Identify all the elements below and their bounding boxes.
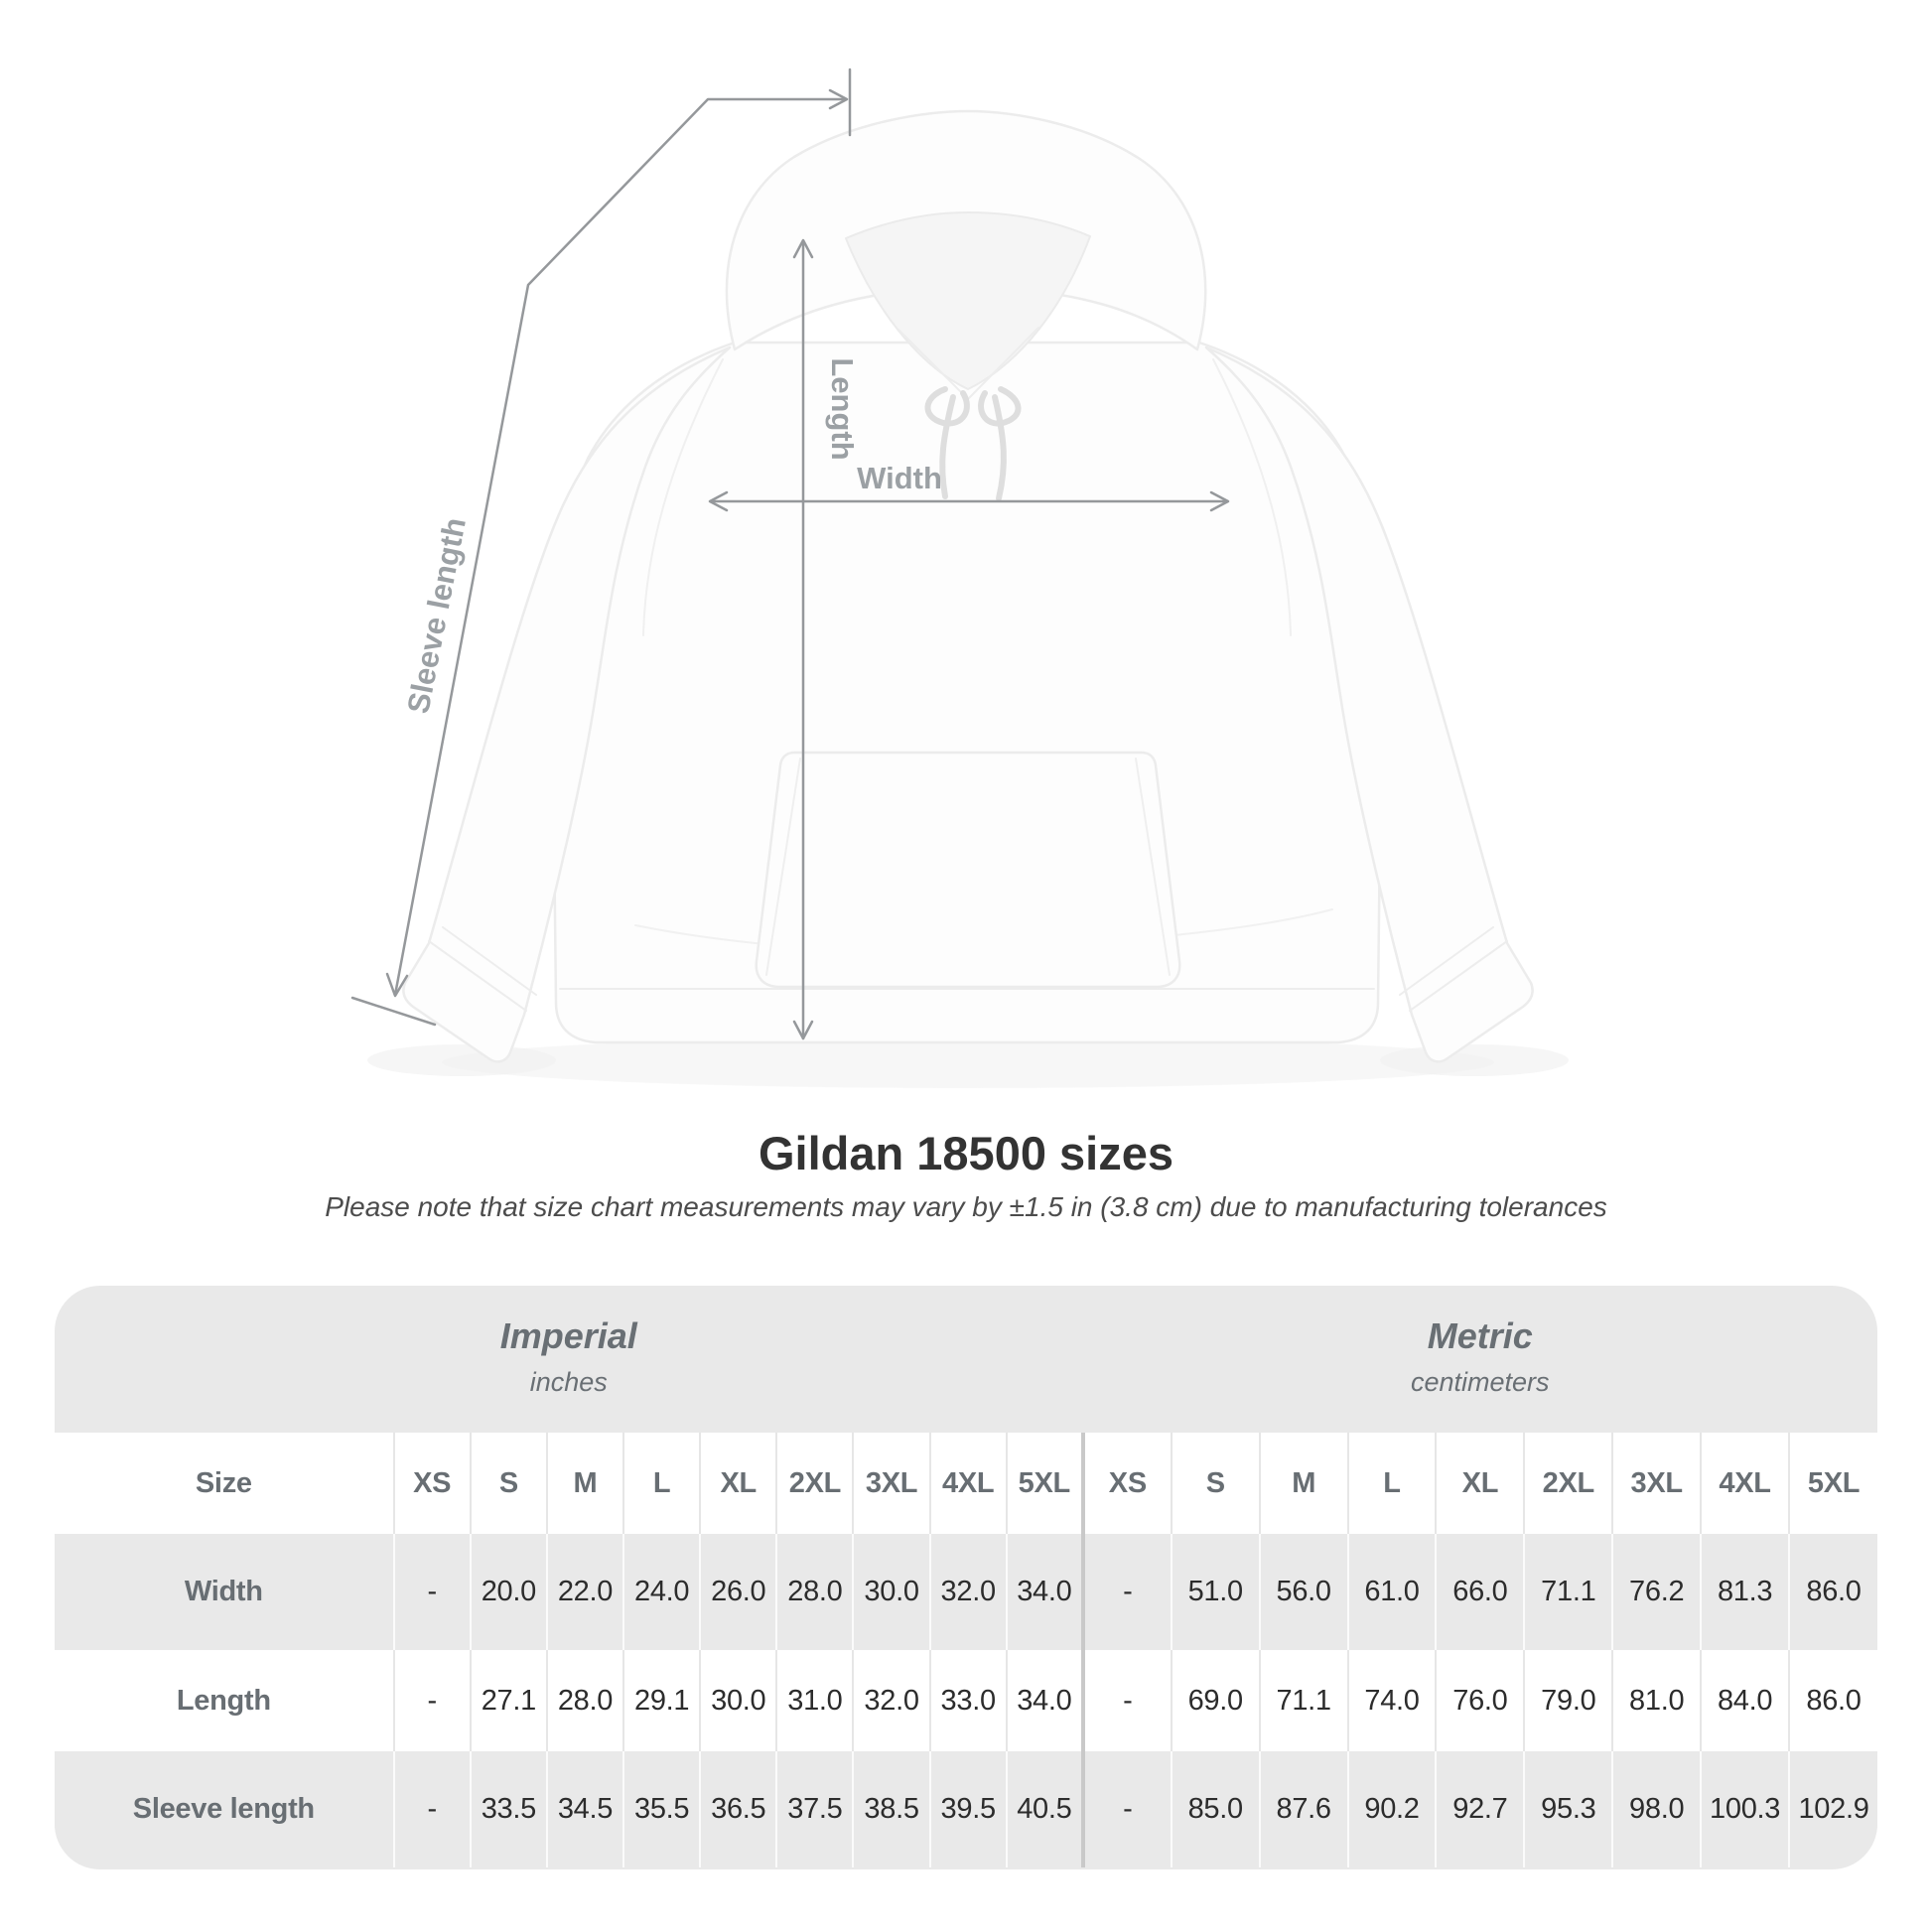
measurement-cell-metric: 76.2 — [1612, 1534, 1701, 1650]
imperial-unit: inches — [529, 1367, 608, 1397]
size-header-metric: 3XL — [1612, 1433, 1701, 1534]
size-header-imperial: S — [471, 1433, 547, 1534]
measurement-cell-imperial: 38.5 — [853, 1751, 929, 1867]
metric-unit: centimeters — [1410, 1367, 1550, 1397]
size-column-header: Size — [195, 1466, 252, 1499]
measurement-cell-imperial: 34.0 — [1007, 1534, 1083, 1650]
measurement-cell-metric: 51.0 — [1172, 1534, 1260, 1650]
measurement-cell-metric: 87.6 — [1260, 1751, 1348, 1867]
measurement-cell-metric: 84.0 — [1701, 1650, 1789, 1751]
measurement-cell-metric: 98.0 — [1612, 1751, 1701, 1867]
measurement-cell-imperial: 36.5 — [700, 1751, 776, 1867]
measurement-cell-metric: 95.3 — [1524, 1751, 1612, 1867]
table-row-length — [55, 1650, 1877, 1751]
measurement-cell-imperial: 28.0 — [547, 1650, 623, 1751]
metric-label: Metric — [1427, 1315, 1533, 1356]
imperial-label: Imperial — [499, 1315, 637, 1356]
measurement-cell-metric: 81.3 — [1701, 1534, 1789, 1650]
imperial-header — [55, 1315, 1083, 1398]
measurement-cell-imperial: 32.0 — [853, 1650, 929, 1751]
measurement-cell-metric: - — [1083, 1650, 1172, 1751]
size-header-imperial: XS — [394, 1433, 471, 1534]
cuff-shadow-left — [367, 1044, 556, 1076]
table-row-sleeve-length — [55, 1751, 1877, 1867]
page-title: Gildan 18500 sizes — [758, 1127, 1174, 1179]
measurement-cell-metric: 66.0 — [1436, 1534, 1524, 1650]
measurement-cell-imperial: - — [394, 1534, 471, 1650]
measurement-cell-imperial: 26.0 — [700, 1534, 776, 1650]
size-header-imperial: 4XL — [930, 1433, 1007, 1534]
measurement-cell-imperial: 34.0 — [1007, 1650, 1083, 1751]
measurement-cell-metric: 71.1 — [1524, 1534, 1612, 1650]
measurement-cell-metric: 79.0 — [1524, 1650, 1612, 1751]
measurement-cell-imperial: 22.0 — [547, 1534, 623, 1650]
measurement-cell-imperial: 30.0 — [853, 1534, 929, 1650]
row-label: Length — [176, 1684, 271, 1717]
measurement-cell-imperial: 33.0 — [930, 1650, 1007, 1751]
row-label: Width — [184, 1576, 263, 1607]
measurement-cell-imperial: 20.0 — [471, 1534, 547, 1650]
size-header-imperial: 3XL — [853, 1433, 929, 1534]
size-header-row — [55, 1433, 1877, 1534]
measurement-cell-metric: 61.0 — [1348, 1534, 1437, 1650]
measurement-cell-metric: 69.0 — [1172, 1650, 1260, 1751]
measurement-cell-metric: 85.0 — [1172, 1751, 1260, 1867]
measurement-cell-imperial: 29.1 — [623, 1650, 700, 1751]
measurement-cell-metric: 76.0 — [1436, 1650, 1524, 1751]
cuff-shadow-right — [1380, 1044, 1569, 1076]
garment-shadow — [442, 1036, 1494, 1088]
measurement-cell-imperial: 30.0 — [700, 1650, 776, 1751]
sleeve-length-label: Sleeve length — [400, 514, 473, 717]
measurement-cell-metric: 86.0 — [1789, 1534, 1877, 1650]
size-header-imperial: M — [547, 1433, 623, 1534]
size-header-imperial: 2XL — [776, 1433, 853, 1534]
width-label: Width — [857, 461, 942, 495]
size-table — [55, 1433, 1877, 1867]
size-header-metric: 5XL — [1789, 1433, 1877, 1534]
size-header-metric: XL — [1436, 1433, 1524, 1534]
hoodie-illustration — [403, 111, 1532, 1061]
measurement-cell-metric: 100.3 — [1701, 1751, 1789, 1867]
size-header-metric: S — [1172, 1433, 1260, 1534]
size-header-metric: M — [1260, 1433, 1348, 1534]
metric-header — [1083, 1315, 1877, 1398]
measurement-cell-imperial: 32.0 — [930, 1534, 1007, 1650]
measurement-cell-imperial: 34.5 — [547, 1751, 623, 1867]
measurement-cell-imperial: 28.0 — [776, 1534, 853, 1650]
measurement-cell-imperial: 40.5 — [1007, 1751, 1083, 1867]
measurement-cell-metric: 71.1 — [1260, 1650, 1348, 1751]
measurement-cell-metric: 102.9 — [1789, 1751, 1877, 1867]
size-header-imperial: L — [623, 1433, 700, 1534]
measurement-cell-metric: 90.2 — [1348, 1751, 1437, 1867]
measurement-cell-metric: 81.0 — [1612, 1650, 1701, 1751]
size-header-metric: L — [1348, 1433, 1437, 1534]
measurement-cell-imperial: 24.0 — [623, 1534, 700, 1650]
measurement-cell-imperial: 37.5 — [776, 1751, 853, 1867]
measurement-cell-imperial: 33.5 — [471, 1751, 547, 1867]
size-header-metric: XS — [1083, 1433, 1172, 1534]
measurement-cell-metric: 86.0 — [1789, 1650, 1877, 1751]
measurement-cell-metric: 56.0 — [1260, 1534, 1348, 1650]
row-label: Sleeve length — [132, 1793, 315, 1825]
tolerance-note: Please note that size chart measurements may vary by ±1.5 in (3.8 cm) due to manufacturing tolerances — [325, 1191, 1607, 1222]
measurement-cell-imperial: 31.0 — [776, 1650, 853, 1751]
measurement-cell-imperial: 35.5 — [623, 1751, 700, 1867]
length-label: Length — [825, 357, 860, 461]
measurement-cell-imperial: 27.1 — [471, 1650, 547, 1751]
units-header — [55, 1286, 1877, 1433]
table-row-width — [55, 1534, 1877, 1650]
size-header-imperial: XL — [700, 1433, 776, 1534]
measurement-cell-metric: 92.7 — [1436, 1751, 1524, 1867]
measurement-cell-metric: - — [1083, 1534, 1172, 1650]
size-header-metric: 2XL — [1524, 1433, 1612, 1534]
measurement-cell-imperial: - — [394, 1751, 471, 1867]
measurement-cell-metric: - — [1083, 1751, 1172, 1867]
size-chart-panel — [55, 1286, 1877, 1869]
size-header-imperial: 5XL — [1007, 1433, 1083, 1534]
measurement-cell-imperial: 39.5 — [930, 1751, 1007, 1867]
measurement-cell-imperial: - — [394, 1650, 471, 1751]
size-header-metric: 4XL — [1701, 1433, 1789, 1534]
measurement-cell-metric: 74.0 — [1348, 1650, 1437, 1751]
